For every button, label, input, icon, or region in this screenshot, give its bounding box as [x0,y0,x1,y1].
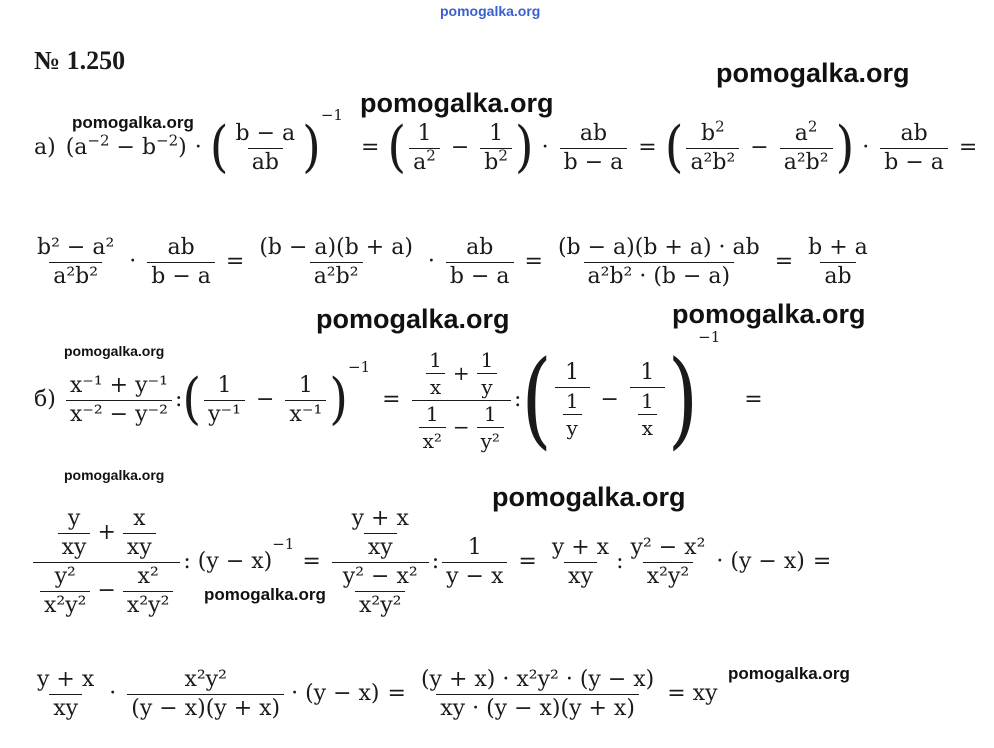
part-b-line-2: $\frac{y}{xy}$ + $\frac{x}{xy}$ $\frac{\text{y²}}{\text{x²y²}}$ − $\frac{\text{x²}}{\text{x²y²}}$ : (y − x) −1 = $\frac{\frac{y + x}{xy}}{\frac{\text{y² − x²}}{\text{x²y²}}}$ : $\frac{1}{y - x}$ = $\frac{y + x}{xy}$ : $\frac{\text{y² − x²}}{\text{x²y²}}$ · (y − x) = [30,492,839,632]
fraction: $\frac{b - a}{ab}$ [235,120,296,175]
dot-operator: · [862,135,870,160]
right-paren: ) [835,115,855,180]
fraction: $\frac{y + x}{xy}$ [37,666,95,721]
equals-sign: = [360,135,380,160]
part-a-line-1 [34,106,985,190]
fraction: $\frac{\text{x²y²}}{(y - x)(y + x)}$ [127,669,284,720]
watermark: pomogalka.org [64,467,165,483]
fraction: $\frac{(b - a)(b + a) \cdot ab}{\text{a²b² · (b − a)}}$ [557,234,760,289]
part-a-label: а) [34,135,56,160]
left-paren: ( [209,115,229,180]
expr-text: · (y − x) [716,549,805,574]
fraction: $\frac{\text{b² − a²}}{\text{a²b²}}$ [37,234,115,289]
watermark: pomogalka.org [716,58,910,88]
equals-sign: = [774,249,794,274]
equals-sign: = [518,549,537,574]
equals-sign: = [225,249,245,274]
equals-sign: = [958,135,978,160]
minus-sign: − [750,135,769,160]
exponent: −1 [348,358,371,376]
watermark: pomogalka.org [72,113,194,132]
equals-sign: = [387,681,406,706]
exponent: −1 [698,328,721,346]
fraction: $\frac{ab}{b - a}$ [147,237,215,288]
fraction: $\frac{ab}{b - a}$ [446,237,514,288]
equals-sign: = [302,549,321,574]
dot-operator: · [541,135,549,160]
exponent: −2 [87,131,110,150]
exponent: −2 [156,131,179,150]
fraction: $\frac{1}{a^2}$ [409,123,440,174]
minus-sign: − [255,387,275,412]
expr-text: · (y − x) [291,681,380,706]
result: = xy [667,681,718,706]
left-paren: ( [664,115,684,180]
compound-fraction: $\frac{1}{\frac{1}{x}}$ [630,362,665,438]
watermark: pomogalka.org [360,88,554,118]
right-paren: ) [514,115,534,180]
part-b-line-1 [34,330,771,470]
colon-operator: : [616,549,624,574]
expr-text: : (y − x) [183,549,273,574]
fraction: $\frac{b + a}{ab}$ [808,234,868,289]
right-paren: ) [667,339,699,461]
watermark: pomogalka.org [64,343,165,359]
dot-operator: · [109,681,117,706]
watermark: pomogalka.org [492,482,686,512]
fraction: $\frac{a^2}{\text{a²b²}}$ [780,123,833,174]
expr-text: − b [109,135,157,160]
exponent: −1 [320,106,343,124]
right-paren: ) [329,367,348,432]
left-paren: ( [387,115,407,180]
dot-operator: · [427,249,435,274]
fraction: $\frac{1}{b^2}$ [480,123,512,174]
minus-sign: − [450,135,470,160]
left-paren: ( [521,339,552,461]
expr-text: (a [65,135,88,160]
compound-fraction: $\frac{y}{xy}$ + $\frac{x}{xy}$ $\frac{\text{y²}}{\text{x²y²}}$ − $\frac{\text{x²}}{\text{x²y²}}$ [33,508,180,617]
equals-sign: = [638,135,657,160]
fraction: $\frac{1}{\text{x⁻¹}}$ [285,375,326,426]
watermark: pomogalka.org [316,304,510,334]
left-paren: ( [182,367,202,432]
equals-sign: = [812,549,832,574]
fraction: $\frac{1}{y - x}$ [442,537,507,588]
dot-operator: · [129,249,137,274]
colon-operator: : [431,549,440,574]
colon-operator: : [513,387,522,412]
fraction: $\frac{(b - a)(b + a)}{\text{a²b²}}$ [259,234,413,289]
part-b-label: б) [34,387,56,412]
fraction: $\frac{1}{\text{y⁻¹}}$ [204,375,245,426]
watermark: pomogalka.org [672,299,866,329]
equals-sign: = [744,387,763,412]
fraction: $\frac{ab}{b - a}$ [880,123,948,174]
fraction: $\frac{\text{y² − x²}}{\text{x²y²}}$ [630,534,706,589]
compound-fraction: $\frac{\frac{y + x}{xy}}{\frac{\text{y² − x²}}{\text{x²y²}}}$ [332,508,429,617]
equals-sign: = [524,249,543,274]
colon-operator: : [174,387,183,412]
part-a-line-2 [30,226,875,298]
fraction: $\frac{\text{x⁻¹ + y⁻¹}}{\text{x⁻² − y⁻²}}$ [66,375,172,426]
expr-text: ) [178,135,187,160]
compound-fraction: $\frac{1}{\frac{1}{y}}$ [555,362,590,438]
equals-sign: = [382,387,401,412]
dot-operator: · [194,135,202,160]
fraction: $\frac{ab}{b - a}$ [560,123,628,174]
part-b-line-3 [30,654,718,734]
fraction: $\frac{y + x}{xy}$ [551,534,610,589]
watermark: pomogalka.org [204,585,326,604]
watermark: pomogalka.org [728,664,850,683]
compound-fraction: $\frac{1}{x}$ + $\frac{1}{y}$ $\frac{1}{\text{x²}}$ − $\frac{1}{\text{y²}}$ [412,350,511,451]
watermark-top[interactable]: pomogalka.org [440,3,541,19]
fraction: $\frac{\text{(y + x) · x²y² · (y − x)}}{xy \cdot (y - x)(y + x)}$ [420,666,655,721]
minus-sign: − [600,387,619,412]
problem-number: № 1.250 [34,46,126,75]
fraction: $\frac{b^2}{\text{a²b²}}$ [686,123,739,174]
right-paren: ) [302,115,321,180]
